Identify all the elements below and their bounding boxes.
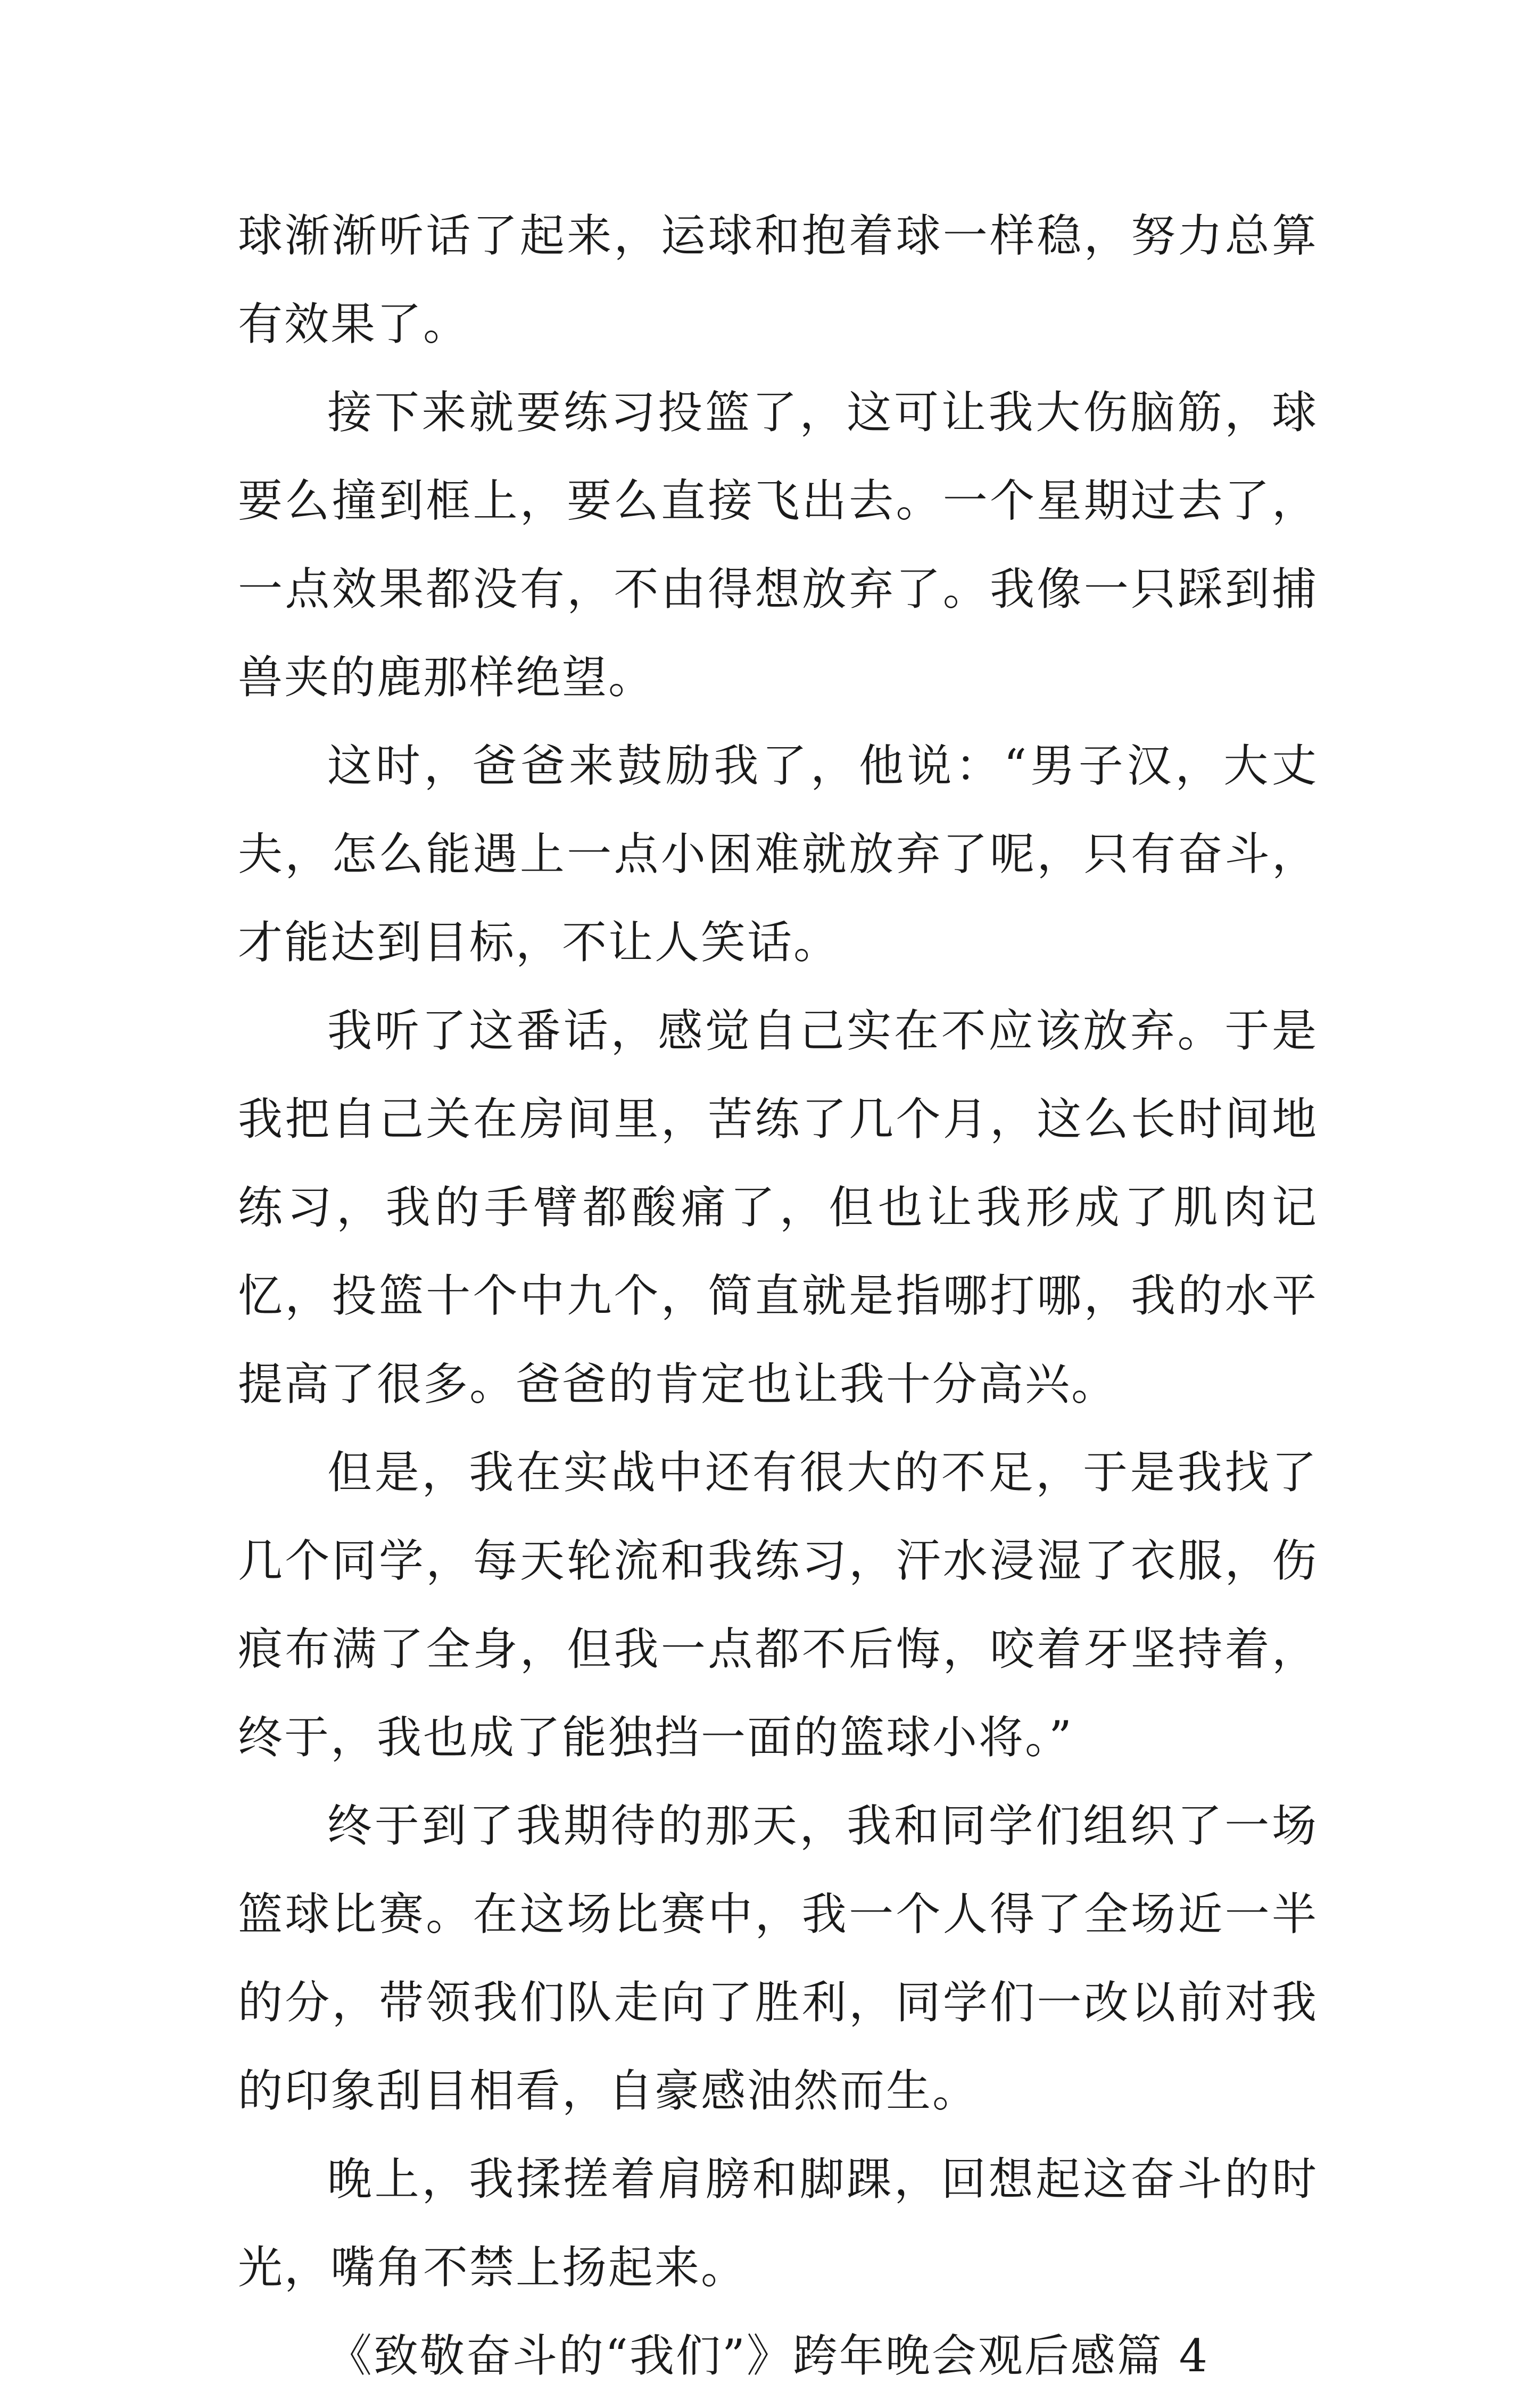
paragraph: 终于到了我期待的那天，我和同学们组织了一场篮球比赛。在这场比赛中，我一个人得了全场近一半的分，带领我们队走向了胜利，同学们一改以前对我的印象刮目相看，自豪感油然而生。 <box>238 1800 1318 2117</box>
paragraph: 晚上，我揉搓着肩膀和脚踝，回想起这奋斗的时光，嘴角不禁上扬起来。 <box>238 2153 1318 2294</box>
paragraph: 我听了这番话，感觉自己实在不应该放弃。于是我把自己关在房间里，苦练了几个月，这么长时间地练习，我的手臂都酸痛了，但也让我形成了肌肉记忆，投篮十个中九个，简直就是指哪打哪，我的水平提高了很多。爸爸的肯定也让我十分高兴。 <box>238 1005 1318 1410</box>
paragraph: 这时，爸爸来鼓励我了，他说：“男子汉，大丈夫，怎么能遇上一点小困难就放弃了呢，只有奋斗，才能达到目标，不让人笑话。 <box>238 740 1318 969</box>
body-text <box>238 192 1318 2400</box>
paragraph: 但是，我在实战中还有很大的不足，于是我找了几个同学，每天轮流和我练习，汗水浸湿了衣服，伤痕布满了全身，但我一点都不后悔，咬着牙坚持着，终于，我也成了能独挡一面的篮球小将。” <box>238 1446 1318 1764</box>
paragraph: 球渐渐听话了起来，运球和抱着球一样稳，努力总算有效果了。 <box>238 210 1318 350</box>
section-heading: 《致敬奋斗的“我们”》跨年晚会观后感篇 4 <box>327 2330 1210 2382</box>
paragraph: 接下来就要练习投篮了，这可让我大伤脑筋，球要么撞到框上，要么直接飞出去。一个星期过去了，一点效果都没有，不由得想放弃了。我像一只踩到捕兽夹的鹿那样绝望。 <box>238 386 1318 704</box>
